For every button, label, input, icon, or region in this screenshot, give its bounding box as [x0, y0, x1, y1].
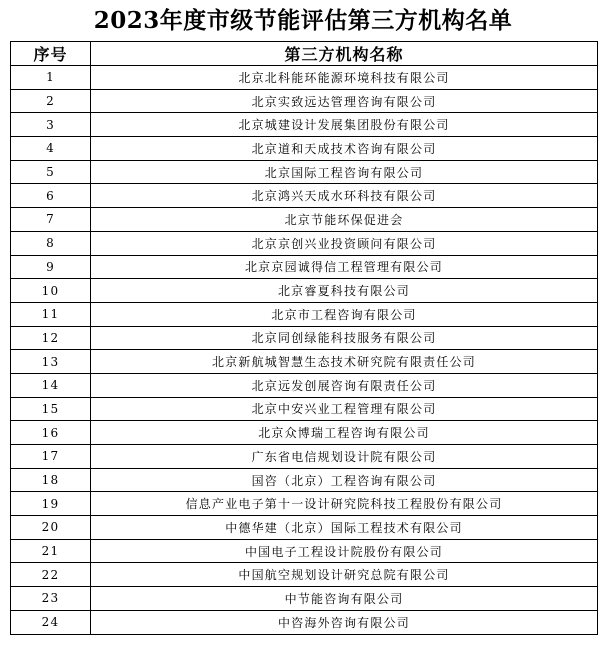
organization-name-cell: 北京实致远达管理咨询有限公司: [91, 89, 598, 113]
table-row: [11, 160, 598, 184]
organization-name-cell: 信息产业电子第十一设计研究院科技工程股份有限公司: [91, 492, 598, 516]
serial-number-cell: 13: [11, 350, 91, 374]
page-title: 2023年度市级节能评估第三方机构名单: [93, 7, 513, 34]
serial-number-cell: 11: [11, 302, 91, 326]
table-row: [11, 66, 598, 90]
serial-number-cell: 4: [11, 137, 91, 161]
organization-name-cell: 中节能咨询有限公司: [91, 587, 598, 611]
table-header-row: [11, 42, 598, 66]
serial-number-cell: 19: [11, 492, 91, 516]
table-row: [11, 587, 598, 611]
table-row: [11, 492, 598, 516]
serial-number-cell: 21: [11, 539, 91, 563]
table-row: [11, 373, 598, 397]
table-row: [11, 113, 598, 137]
serial-number-cell: 22: [11, 563, 91, 587]
organization-name-cell: 北京市工程咨询有限公司: [91, 302, 598, 326]
serial-number-cell: 9: [11, 255, 91, 279]
organization-name-cell: 北京城建设计发展集团股份有限公司: [91, 113, 598, 137]
organization-name-cell: 北京中安兴业工程管理有限公司: [91, 397, 598, 421]
organization-name-cell: 北京同创绿能科技服务有限公司: [91, 326, 598, 350]
table-row: [11, 445, 598, 469]
serial-number-cell: 10: [11, 279, 91, 303]
serial-number-cell: 2: [11, 89, 91, 113]
serial-number-cell: 8: [11, 231, 91, 255]
table-row: [11, 137, 598, 161]
serial-number-cell: 6: [11, 184, 91, 208]
organization-name-cell: 北京新航城智慧生态技术研究院有限责任公司: [91, 350, 598, 374]
table-row: [11, 89, 598, 113]
serial-number-cell: 7: [11, 208, 91, 232]
organization-name-cell: 国咨（北京）工程咨询有限公司: [91, 468, 598, 492]
organization-name-cell: 北京京园诚得信工程管理有限公司: [91, 255, 598, 279]
organization-name-cell: 中国电子工程设计院股份有限公司: [91, 539, 598, 563]
organization-name-cell: 中德华建（北京）国际工程技术有限公司: [91, 516, 598, 540]
header-serial-number: 序号: [11, 42, 91, 66]
organization-name-cell: 广东省电信规划设计院有限公司: [91, 445, 598, 469]
table-row: [11, 350, 598, 374]
header-organization-name: 第三方机构名称: [91, 42, 598, 66]
organization-name-cell: 中国航空规划设计研究总院有限公司: [91, 563, 598, 587]
serial-number-cell: 15: [11, 397, 91, 421]
table-row: [11, 208, 598, 232]
table-row: [11, 279, 598, 303]
table-row: [11, 326, 598, 350]
organization-name-cell: 北京睿夏科技有限公司: [91, 279, 598, 303]
serial-number-cell: 24: [11, 610, 91, 634]
serial-number-cell: 20: [11, 516, 91, 540]
serial-number-cell: 18: [11, 468, 91, 492]
table-row: [11, 302, 598, 326]
serial-number-cell: 17: [11, 445, 91, 469]
table-row: [11, 539, 598, 563]
table-body: [11, 66, 598, 635]
organization-table: [10, 41, 598, 635]
table-row: [11, 184, 598, 208]
organization-name-cell: 北京国际工程咨询有限公司: [91, 160, 598, 184]
organization-name-cell: 北京鸿兴天成水环科技有限公司: [91, 184, 598, 208]
serial-number-cell: 14: [11, 373, 91, 397]
organization-name-cell: 北京京创兴业投资顾问有限公司: [91, 231, 598, 255]
table-row: [11, 397, 598, 421]
organization-name-cell: 北京众博瑞工程咨询有限公司: [91, 421, 598, 445]
table-row: [11, 563, 598, 587]
serial-number-cell: 23: [11, 587, 91, 611]
serial-number-cell: 3: [11, 113, 91, 137]
table-row: [11, 610, 598, 634]
table-row: [11, 516, 598, 540]
table-row: [11, 421, 598, 445]
organization-name-cell: 北京远发创展咨询有限责任公司: [91, 373, 598, 397]
organization-name-cell: 北京北科能环能源环境科技有限公司: [91, 66, 598, 90]
organization-name-cell: 中咨海外咨询有限公司: [91, 610, 598, 634]
table-row: [11, 468, 598, 492]
table-row: [11, 231, 598, 255]
organization-name-cell: 北京节能环保促进会: [91, 208, 598, 232]
table-row: [11, 255, 598, 279]
serial-number-cell: 12: [11, 326, 91, 350]
serial-number-cell: 16: [11, 421, 91, 445]
serial-number-cell: 1: [11, 66, 91, 90]
serial-number-cell: 5: [11, 160, 91, 184]
organization-name-cell: 北京道和天成技术咨询有限公司: [91, 137, 598, 161]
